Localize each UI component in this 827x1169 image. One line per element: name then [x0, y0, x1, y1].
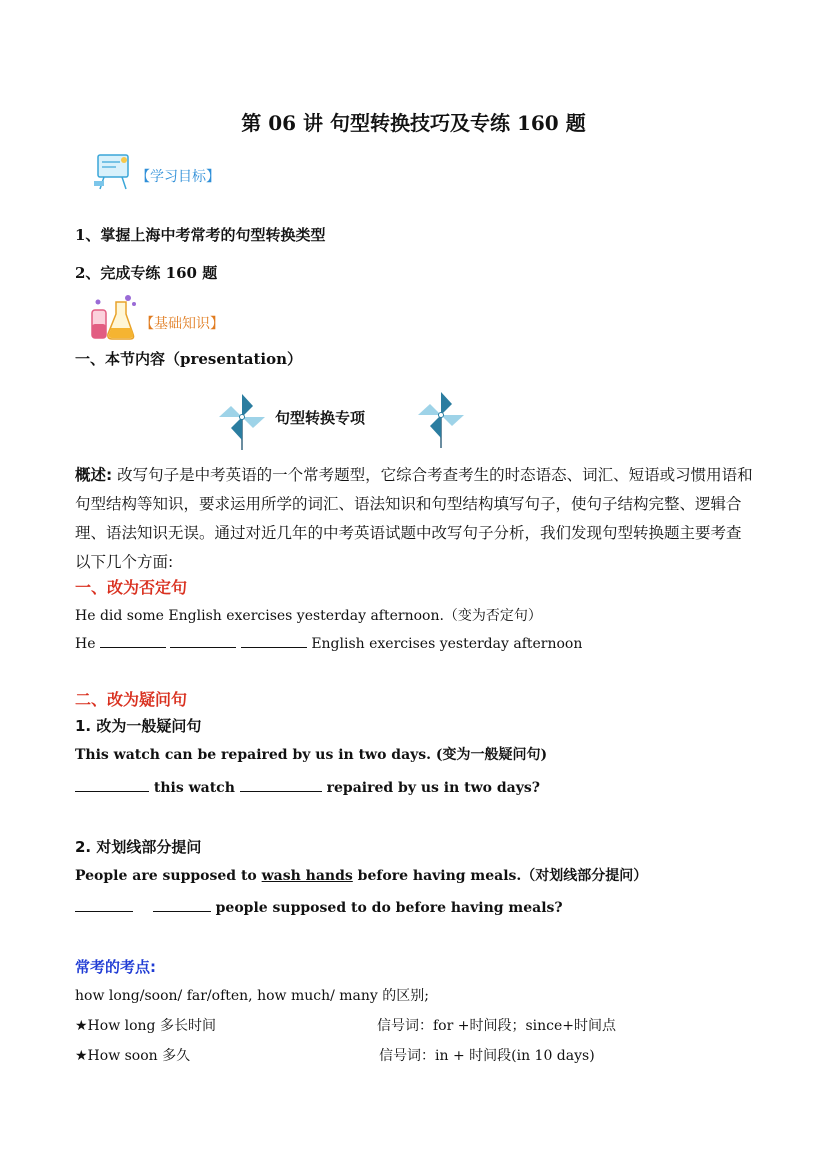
part2-sub2-answer-line	[75, 897, 563, 916]
part1-sentence: He did some English exercises yesterday afternoon.（变为否定句）	[75, 608, 542, 624]
part2-heading: 二、改为疑问句	[75, 690, 188, 709]
underlined-phrase: wash hands	[261, 868, 353, 884]
part1-answer-line	[75, 633, 582, 652]
part1-heading: 一、改为否定句	[75, 578, 188, 597]
pinwheel-icon	[416, 390, 466, 450]
part2-sub1-mid: this watch	[153, 780, 235, 796]
part1-answer-end: English exercises yesterday afternoon	[311, 636, 583, 652]
exam-points-heading: 常考的考点:	[75, 958, 156, 976]
overview-text: 改写句子是中考英语的一个常考题型，它综合考查考生的时态语态、词汇、短语或习惯用语和句型结构等知识，要求运用所学的词汇、语法知识和句型结构填写句子，使句子结构完整、逻辑合理、语法知识无误。通过对近几年的中考英语试题中改写句子分析，我们发现句型转换题主要考查以下几个方面:	[75, 466, 753, 571]
part2-sub2-end: people supposed to do before having meals?	[215, 900, 563, 916]
part2-sub1-end: repaired by us in two days?	[326, 780, 540, 796]
part2-sub1-heading: 1. 改为一般疑问句	[75, 717, 202, 735]
answer-blank[interactable]	[170, 633, 236, 648]
learning-goals-badge: 【学习目标】	[136, 169, 220, 185]
overview-label: 概述:	[75, 466, 113, 484]
overview-paragraph	[75, 461, 755, 577]
part2-sub2-after: before having meals.（对划线部分提问）	[352, 868, 648, 884]
answer-blank[interactable]	[75, 777, 149, 792]
exam-points-intro: how long/soon/ far/often, how much/ many 的区别;	[75, 988, 429, 1004]
answer-blank[interactable]	[153, 897, 211, 912]
part2-sub1-answer-line	[75, 777, 540, 796]
answer-blank[interactable]	[240, 777, 322, 792]
part2-sub1-sentence: This watch can be repaired by us in two days. (变为一般疑问句)	[75, 747, 548, 763]
exam-point-left: ★How long 多长时间	[75, 1018, 216, 1034]
answer-blank[interactable]	[75, 897, 133, 912]
page-title: 第 06 讲 句型转换技巧及专练 160 题	[241, 111, 586, 135]
basic-knowledge-badge: 【基础知识】	[140, 316, 224, 332]
part2-sub2-heading: 2. 对划线部分提问	[75, 838, 202, 856]
banner-text: 句型转换专项	[275, 409, 366, 427]
goal-item-1: 1、掌握上海中考常考的句型转换类型	[75, 226, 326, 244]
flask-icon	[88, 292, 138, 342]
chalkboard-icon	[92, 152, 136, 192]
part2-sub2-sentence	[75, 865, 647, 885]
part1-answer-start: He	[75, 636, 96, 652]
answer-blank[interactable]	[100, 633, 166, 648]
exam-point-right: 信号词：in + 时间段(in 10 days)	[379, 1048, 595, 1064]
section-heading: 一、本节内容（presentation）	[75, 350, 303, 368]
part2-sub2-before: People are supposed to	[75, 868, 262, 884]
exam-point-right: 信号词：for +时间段；since+时间点	[377, 1018, 617, 1034]
goal-item-2: 2、完成专练 160 题	[75, 264, 218, 282]
exam-point-left: ★How soon 多久	[75, 1048, 191, 1064]
answer-blank[interactable]	[241, 633, 307, 648]
pinwheel-icon	[217, 392, 267, 452]
